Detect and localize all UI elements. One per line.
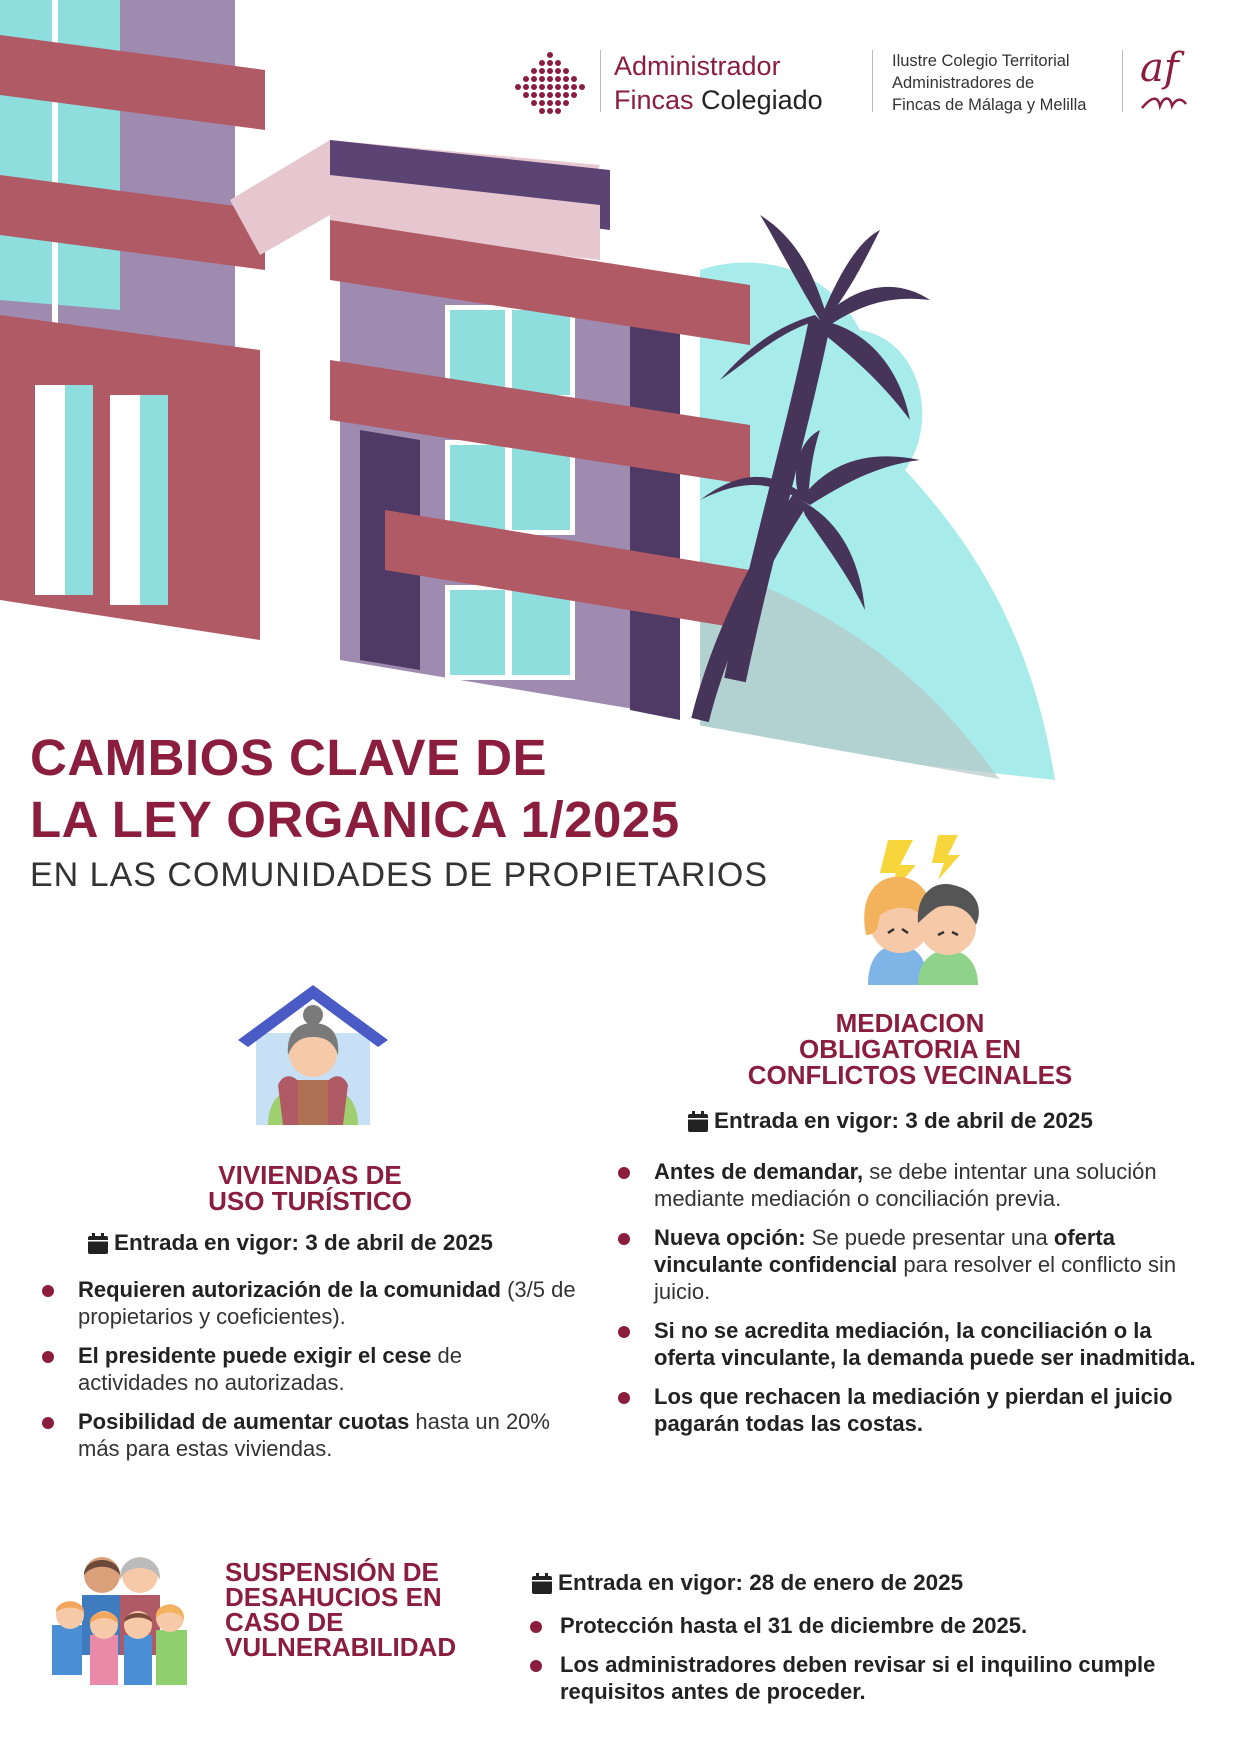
mediation-effective-date: Entrada en vigor: 3 de abril de 2025 <box>688 1108 1093 1134</box>
family-icon <box>52 1550 187 1685</box>
tourism-effective-date: Entrada en vigor: 3 de abril de 2025 <box>88 1230 493 1256</box>
eviction-effective-date: Entrada en vigor: 28 de enero de 2025 <box>532 1570 963 1596</box>
main-subtitle: EN LAS COMUNIDADES DE PROPIETARIOS <box>30 856 769 894</box>
list-item: Requieren autorización de la comunidad (3/5 de propietarios y coeficientes). <box>38 1276 578 1330</box>
main-title-line-2: LA LEY ORGANICA 1/2025 <box>30 791 680 848</box>
brand-line-2: Fincas Colegiado <box>614 85 823 115</box>
college-line-1: Ilustre Colegio Territorial <box>892 52 1070 70</box>
dotted-house-logo-icon <box>515 50 585 115</box>
calendar-icon <box>688 1111 708 1132</box>
main-title-line-1: CAMBIOS CLAVE DE <box>30 729 548 786</box>
eviction-section-title: SUSPENSIÓN DE DESAHUCIOS EN CASO DE VULNERABILIDAD <box>225 1557 457 1662</box>
afm-monogram: af <box>1140 45 1179 91</box>
calendar-icon <box>88 1233 108 1254</box>
mediation-bullet-list <box>614 1158 1204 1449</box>
mediation-section-title: MEDIACION OBLIGATORIA EN CONFLICTOS VECINALES <box>747 1008 1073 1090</box>
arguing-neighbors-icon <box>838 835 993 985</box>
logo-divider <box>600 50 601 112</box>
list-item: El presidente puede exigir el cese de actividades no autorizadas. <box>38 1342 578 1396</box>
tourist-house-icon <box>238 985 388 1125</box>
monogram-flourish-icon <box>1140 92 1188 112</box>
college-line-2: Administradores de <box>892 74 1035 92</box>
eviction-bullet-list <box>526 1612 1206 1717</box>
list-item: Los administradores deben revisar si el inquilino cumple requisitos antes de proceder. <box>526 1651 1206 1705</box>
list-item: Los que rechacen la mediación y pierdan el juicio pagarán todas las costas. <box>614 1383 1204 1437</box>
college-line-3: Fincas de Málaga y Melilla <box>892 96 1087 114</box>
list-item: Protección hasta el 31 de diciembre de 2025. <box>526 1612 1206 1639</box>
tourism-section-title: VIVIENDAS DE USO TURÍSTICO <box>208 1160 412 1216</box>
list-item: Posibilidad de aumentar cuotas hasta un 20% más para estas viviendas. <box>38 1408 578 1462</box>
logo-divider <box>1122 50 1123 112</box>
logo-divider <box>872 50 873 112</box>
calendar-icon <box>532 1573 552 1594</box>
brand-line-1: Administrador <box>614 51 781 81</box>
list-item: Antes de demandar, se debe intentar una solución mediante mediación o conciliación previa. <box>614 1158 1204 1212</box>
list-item: Nueva opción: Se puede presentar una oferta vinculante confidencial para resolver el conflicto sin juicio. <box>614 1224 1204 1305</box>
list-item: Si no se acredita mediación, la conciliación o la oferta vinculante, la demanda puede ser inadmitida. <box>614 1317 1204 1371</box>
building-illustration <box>0 0 1241 800</box>
tourism-bullet-list <box>38 1276 578 1474</box>
